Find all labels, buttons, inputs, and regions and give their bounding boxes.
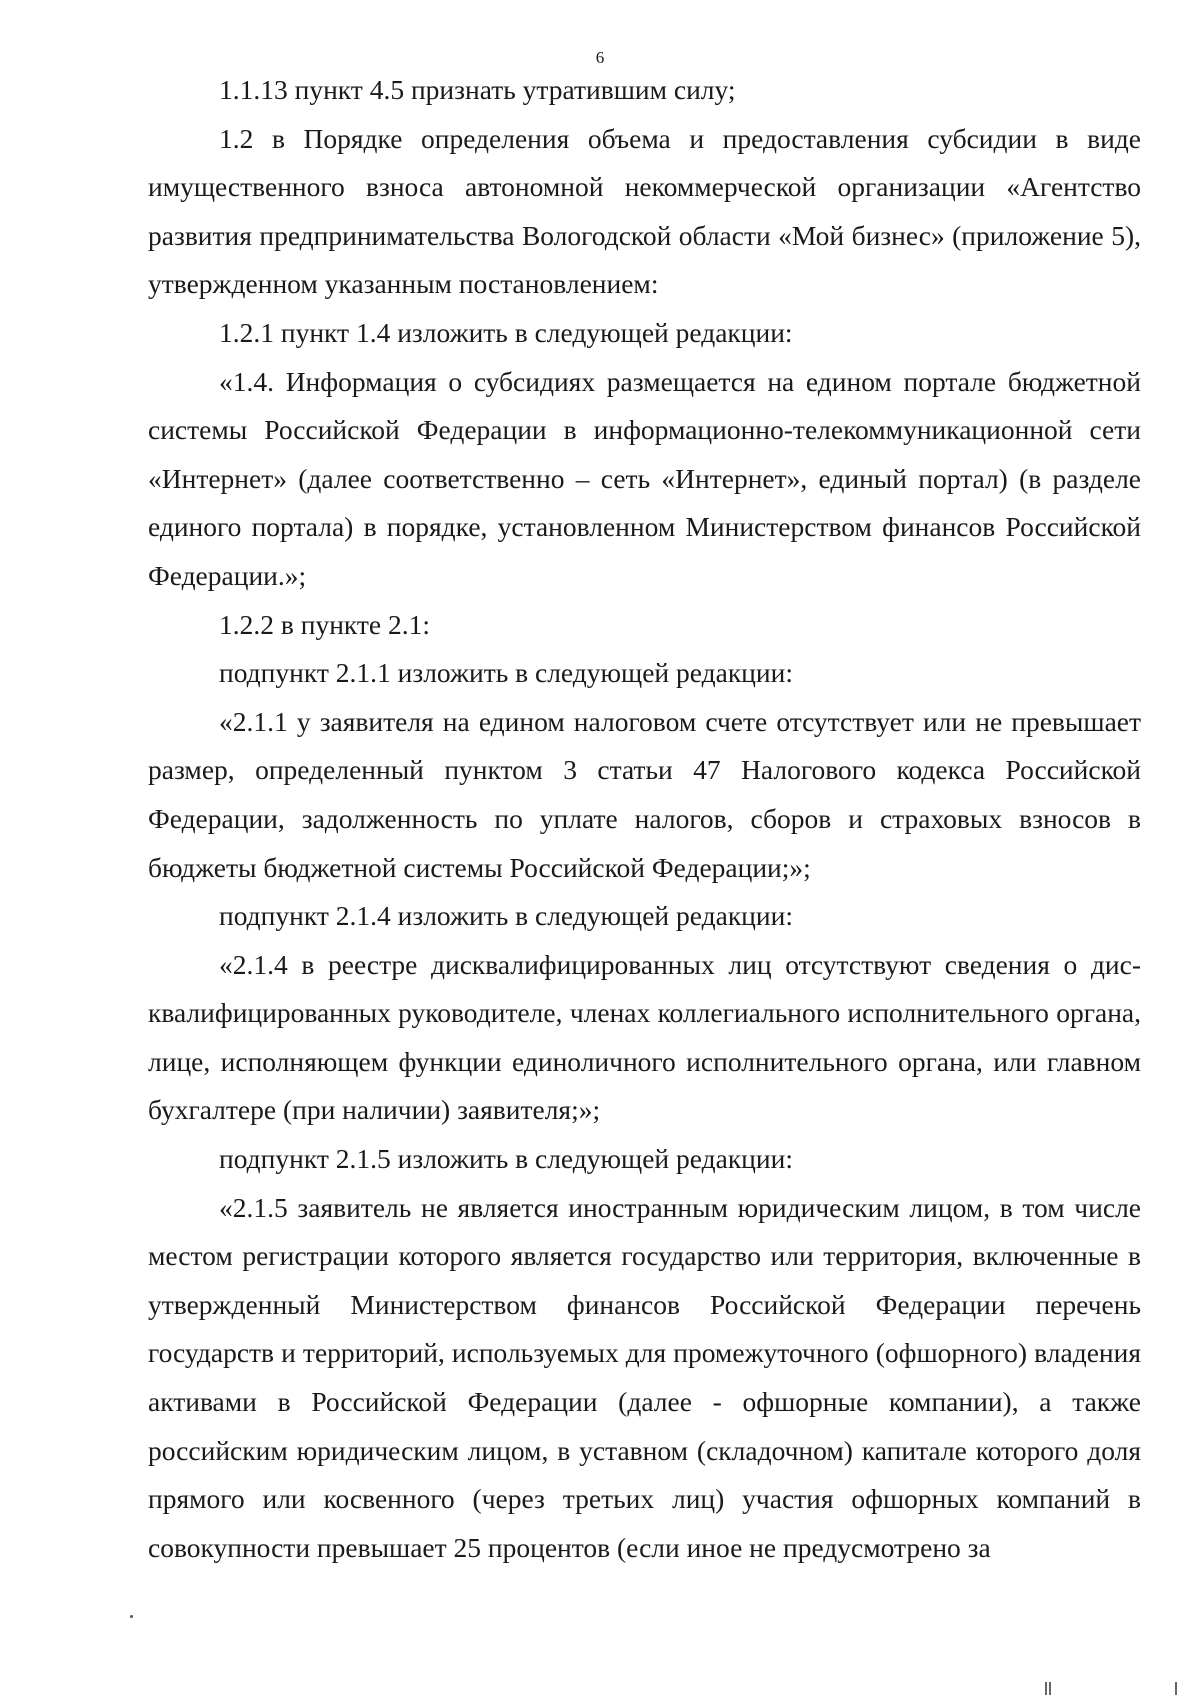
scan-artifact-dot [130,1615,133,1618]
scan-artifact-mark [1175,1682,1177,1695]
page-number: 6 [595,48,605,67]
paragraph-quote-2-1-1: «2.1.1 у заявителя на едином налоговом счете отсутствует или не превышает размер, определенный пунктом 3 статьи 47 Налогового кодекса Российской Федерации, задолженность по уплате налогов, сборов и страховых взносов в бюджеты бюджетной системы Российской Федерации;»; [148,705,1141,883]
paragraph-1-2-1: 1.2.1 пункт 1.4 изложить в следующей редакции: [219,316,793,348]
paragraph-subpoint-2-1-4: подпункт 2.1.4 изложить в следующей редакции: [219,900,793,932]
scan-artifact-mark [1049,1682,1051,1695]
paragraph-quote-2-1-5: «2.1.5 заявитель не является иностранным юридическим лицом, в том числе местом регистрации которого является государство или территория, включенные в утвержденный Министерством финансов Российской Федерации перечень государств и территорий, используемых для промежуточного (офшорного) владения активами в Российской Федерации (далее - офшорные компании), а также российским юридическим лицом, в уставном (складочном) капитале которого доля прямого или косвенного (через третьих лиц) участия офшорных компаний в совокупности превышает 25 процентов (если иное не предусмотрено за [148,1191,1141,1563]
paragraph-1-2: 1.2 в Порядке определения объема и предоставления субсидии в виде имущественного взноса автономной некоммерческой организации «Агентство развития предпринимательства Вологодской области «Мой бизнес» (приложение 5), утвержденном указанным постановлением: [148,122,1141,300]
paragraph-subpoint-2-1-1: подпункт 2.1.1 изложить в следующей редакции: [219,657,793,689]
paragraph-1-1-13: 1.1.13 пункт 4.5 признать утратившим силу; [219,74,736,105]
paragraph-subpoint-2-1-5: подпункт 2.1.5 изложить в следующей редакции: [219,1143,793,1175]
paragraph-quote-2-1-4: «2.1.4 в реестре дисквалифицированных лиц отсутствуют сведения о дисквалифицированных руководителе, членах коллегиального исполнительного органа, лице, исполняющем функции единоличного исполнительного органа, или главном бухгалтере (при наличии) заявителя;»; [148,948,1141,1126]
paragraph-quote-1-4: «1.4. Информация о субсидиях размещается на едином портале бюджетной системы Российской Федерации в информационно-телекоммуникационной сети «Интернет» (далее соответственно – сеть «Интернет», единый портал) (в разделе единого портала) в порядке, установленном Министерством финансов Российской Федерации.»; [148,365,1141,591]
document-body [148,66,1141,1572]
scan-artifact-mark [1045,1682,1047,1695]
paragraph-1-2-2: 1.2.2 в пункте 2.1: [219,608,431,640]
